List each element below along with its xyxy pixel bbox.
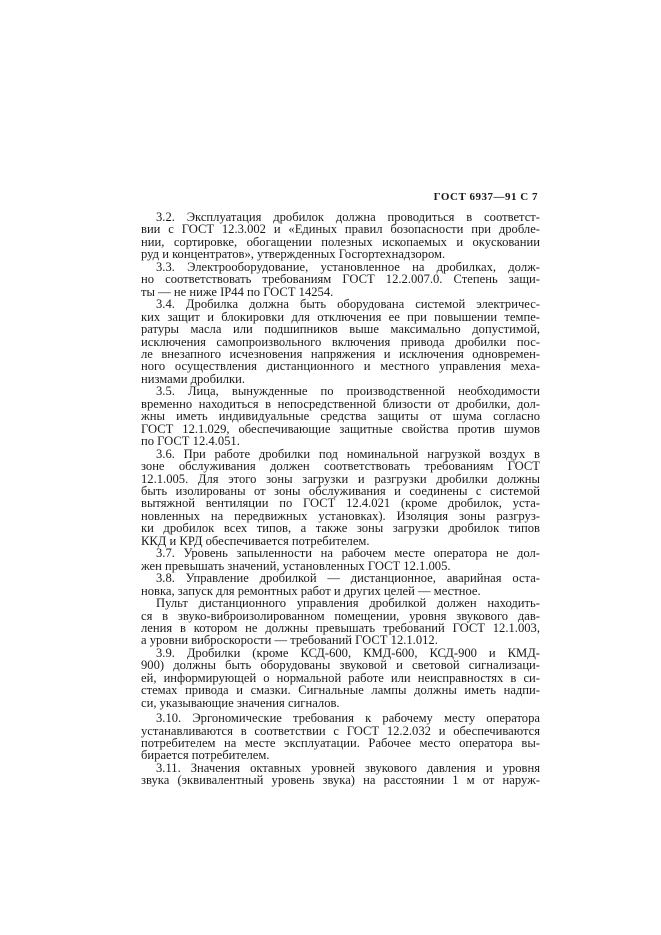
text-line: исключения самопроизвольного включения привода дробилки пос- [141,334,540,349]
text-line: стемах привода и смазки. Сигнальные лампы должны иметь надпи- [141,683,540,698]
page-header: ГОСТ 6937—91 С 7 [433,191,538,203]
text-line: но соответствовать требованиям ГОСТ 12.2.007.0. Степень защи- [141,272,540,287]
text-line: руд и концентратов», утвержденных Госгортехнадзором. [141,247,446,262]
text-line: жен превышать значений, установленных ГОСТ 12.1.005. [141,558,451,573]
paragraph [141,448,540,548]
paragraph [141,572,540,597]
paragraph [141,712,540,762]
text-line: ей, информирующей о нормальной работе или неисправностях в си- [141,670,540,685]
text-line: зоне обслуживания должен соответствовать требованиям ГОСТ [141,459,540,474]
text-line: потребителем на месте эксплуатации. Рабочее место оператора вы- [141,736,540,751]
text-line: бирается потребителем. [141,748,270,763]
text-line: вии с ГОСТ 12.3.002 и «Единых правил бозопасности при дробле- [141,222,540,237]
text-line: 3.2. Эксплуатация дробилок должна проводиться в соответст- [156,210,540,224]
text-line: си, указывающие значения сигналов. [141,695,340,710]
text-line: 12.1.005. Для этого зоны загрузки и разгрузки дробилки должны [141,471,540,486]
text-line: ного осуществления дистанционного и местного управления меха- [141,359,540,374]
text-line: 3.3. Электрооборудование, установленное на дробилках, долж- [156,259,540,274]
text-line: ГОСТ 12.1.029, обеспечивающие защитные свойства против шумов [141,421,540,436]
text-line: нии, сортировке, обогащении полезных ископаемых и окусковании [141,234,540,249]
paragraph [141,385,540,447]
paragraph [141,597,540,647]
paragraph [141,261,540,298]
text-line: 3.10. Эргономические требования к рабочему месту оператора [156,711,540,726]
text-line: вытяжной вентиляции по ГОСТ 12.4.021 (кроме дробилок, уста- [141,496,540,511]
text-line: 3.6. При работе дробилки под номинальной нагрузкой воздух в [156,446,540,461]
text-line: Пульт дистанционного управления дробилкой должен находить- [156,596,540,611]
text-line: жны иметь индивидуальные средства защиты от шума согласно [141,409,540,424]
text-line: а уровни виброскорости — требований ГОСТ 12.1.012. [141,633,438,648]
text-line: ККД и КРД обеспечивается потребителем. [141,533,370,548]
text-line: 3.7. Уровень запыленности на рабочем месте оператора не дол- [156,546,540,561]
text-line: 3.11. Значения октавных уровней звукового давления и уровня [156,760,540,775]
text-line: ких защит и блокировки для отключения ее при повышении темпе- [141,309,540,324]
document-body [141,211,540,787]
text-line: по ГОСТ 12.4.051. [141,434,240,449]
text-line: ления в котором не должны превышать требований ГОСТ 12.1.003, [141,620,540,635]
text-line: ле внезапного исчезновения напряжения и исключения одновремен- [141,346,540,361]
paragraph [141,547,540,572]
text-line: новленных на передвижных установках). Изоляция зоны разгруз- [141,508,540,523]
text-line: временно находиться в непосредственной близости от дробилки, дол- [141,396,540,411]
text-line: ся в звуко-виброизолированном помещении, уровня звукового дав- [141,608,540,623]
text-line: ратуры масла или подшипников выше максимально допустимой, [141,322,540,337]
paragraph [141,762,540,787]
text-line: звука (эквивалентный уровень звука) на расстоянии 1 м от наруж- [141,773,540,788]
text-line: 3.8. Управление дробилкой — дистанционное, аварийная оста- [156,571,540,586]
text-line: 3.9. Дробилки (кроме КСД-600, КМД-600, КСД-900 и КМД- [156,645,540,660]
text-line: ты — не ниже IP44 по ГОСТ 14254. [141,284,334,299]
paragraph [141,298,540,385]
paragraph [141,647,540,709]
text-line: быть изолированы от зоны обслуживания и соединены с системой [141,483,540,498]
text-line: ки дробилок всех типов, а также зоны загрузки дробилок типов [141,521,540,536]
text-line: устанавливаются в соответствии с ГОСТ 12.2.032 и обеспечиваются [141,723,540,738]
text-line: новка, запуск для ремонтных работ и других целей — местное. [141,583,481,598]
text-line: 900) должны быть оборудованы звуковой и световой сигнализаци- [141,658,540,673]
text-line: 3.5. Лица, вынужденные по производственной необходимости [156,384,540,399]
paragraph [141,211,540,261]
text-line: низмами дробилки. [141,371,246,386]
text-line: 3.4. Дробилка должна быть оборудована системой электричес- [156,297,540,312]
